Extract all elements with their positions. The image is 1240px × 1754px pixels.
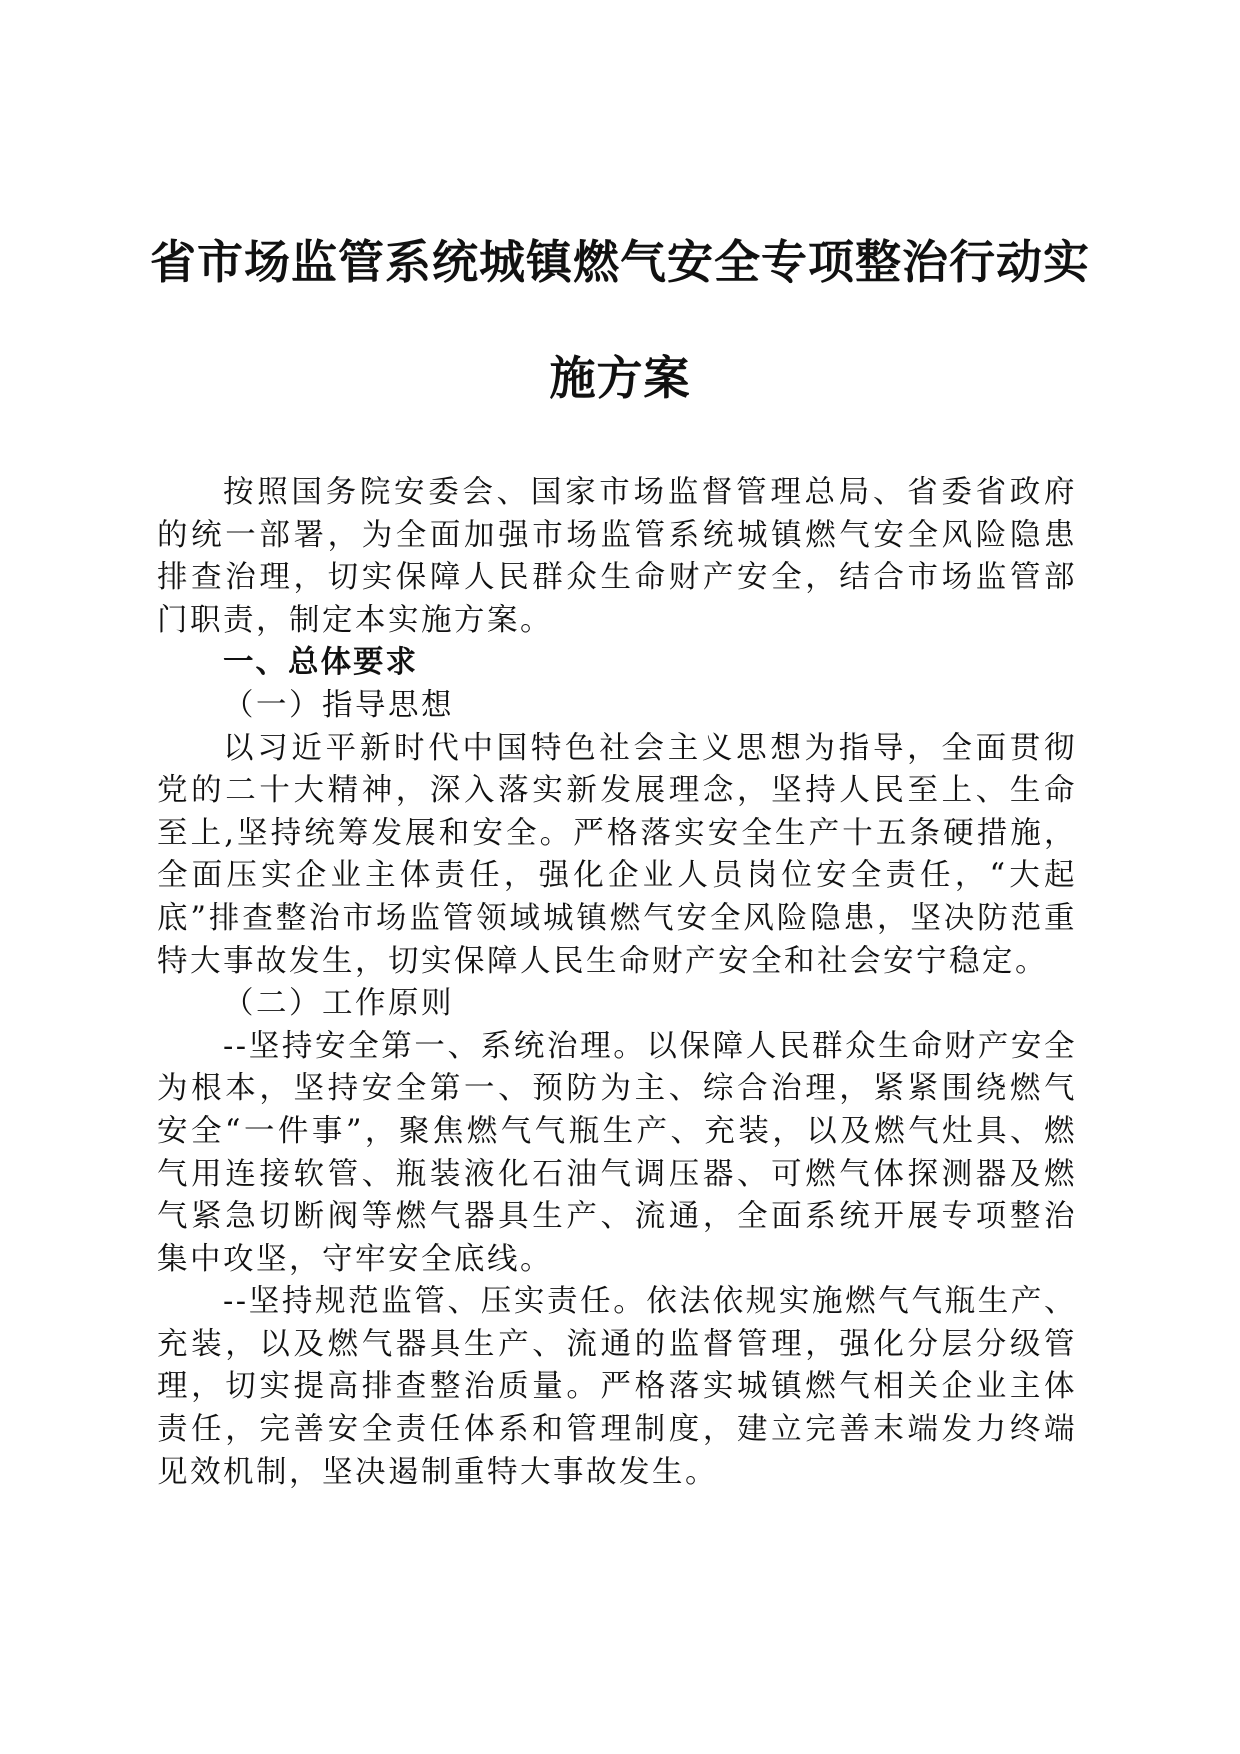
intro-paragraph: 按照国务院安委会、国家市场监督管理总局、省委省政府的统一部署，为全面加强市场监管系统城镇燃气安全风险隐患排查治理，切实保障人民群众生命财产安全，结合市场监管部门职责，制定本实施方案。 — [157, 475, 1077, 638]
principle-paragraph-regulated-supervision: --坚持规范监管、压实责任。依法依规实施燃气气瓶生产、充装，以及燃气器具生产、流通的监督管理，强化分层分级管理，切实提高排查整治质量。严格落实城镇燃气相关企业主体责任，完善安全责任体系和管理制度，建立完善末端发力终端见效机制，坚决遏制重特大事故发生。 — [157, 1284, 1077, 1490]
section-heading-overall-requirements: 一、总体要求 — [223, 645, 418, 681]
document-title-line-2: 施方案 — [549, 351, 691, 405]
principle-paragraph-safety-first: --坚持安全第一、系统治理。以保障人民群众生命财产安全为根本，坚持安全第一、预防为主、综合治理，紧紧围绕燃气安全“一件事”，聚焦燃气气瓶生产、充装，以及燃气灶具、燃气用连接软管、瓶装液化石油气调压器、可燃气体探测器及燃气紧急切断阀等燃气器具生产、流通，全面系统开展专项整治集中攻坚，守牢安全底线。 — [157, 1028, 1077, 1277]
document-body — [157, 472, 1077, 1494]
subsection-heading-guiding-ideology: （一）指导思想 — [223, 687, 454, 723]
guiding-ideology-paragraph: 以习近平新时代中国特色社会主义思想为指导，全面贯彻党的二十大精神，深入落实新发展理念，坚持人民至上、生命至上,坚持统筹发展和安全。严格落实安全生产十五条硬措施，全面压实企业主体责任，强化企业人员岗位安全责任，“大起底”排查整治市场监管领域城镇燃气安全风险隐患，坚决防范重特大事故发生，切实保障人民生命财产安全和社会安宁稳定。 — [157, 730, 1077, 979]
subsection-heading-work-principles: （二）工作原则 — [223, 986, 454, 1022]
document-title-line-1: 省市场监管系统城镇燃气安全专项整治行动实 — [150, 235, 1090, 289]
